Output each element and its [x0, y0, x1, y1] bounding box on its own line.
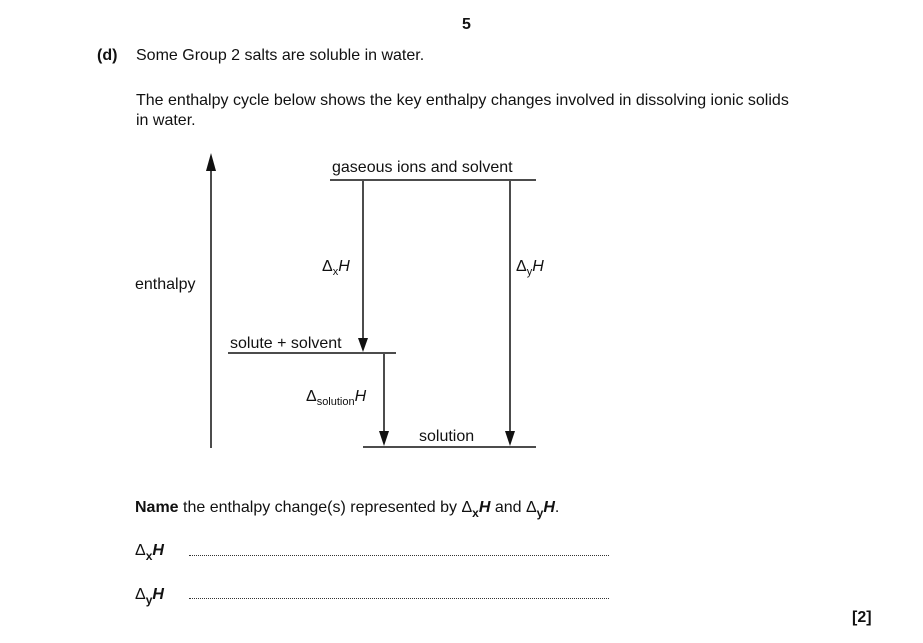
h-symbol: H: [338, 258, 350, 275]
enthalpy-axis-arrowhead: [206, 153, 216, 171]
delta-solution-subscript: solution: [316, 396, 355, 408]
h-symbol: H: [543, 499, 555, 516]
delta-x-h-label: [322, 258, 350, 276]
h-symbol: H: [152, 586, 164, 603]
name-prompt: [135, 499, 560, 520]
question-description-line1: The enthalpy cycle below shows the key enthalpy changes involved in dissolving ionic solids: [136, 92, 789, 109]
prompt-and: and: [494, 499, 522, 516]
level-label-middle: solute + solvent: [230, 335, 342, 352]
arrow-x-head: [358, 338, 368, 352]
page-number: 5: [462, 16, 471, 33]
prompt-text: the enthalpy change(s) represented by: [183, 499, 457, 516]
h-symbol: H: [478, 499, 491, 516]
answer-label-x: [135, 542, 164, 563]
delta-y-subscript: y: [145, 593, 153, 607]
name-command-word: Name: [135, 499, 179, 516]
delta-symbol: Δ: [525, 499, 537, 516]
delta-x-subscript: x: [145, 549, 153, 563]
level-label-bottom: solution: [419, 428, 475, 445]
arrow-y-head: [505, 431, 515, 446]
delta-symbol: Δ: [306, 388, 317, 405]
delta-x-subscript: x: [472, 506, 479, 520]
delta-y-subscript: y: [536, 506, 544, 520]
axis-label-enthalpy: enthalpy: [135, 276, 196, 293]
delta-solution-h-label: [306, 388, 366, 406]
question-description-line2: in water.: [136, 112, 196, 129]
answer-line-x[interactable]: [189, 555, 609, 556]
delta-y-h-label: [516, 258, 544, 276]
level-label-top: gaseous ions and solvent: [332, 159, 513, 176]
delta-y-subscript: y: [526, 266, 533, 278]
h-symbol: H: [354, 388, 367, 405]
h-symbol: H: [152, 542, 164, 559]
answer-line-y[interactable]: [189, 598, 609, 599]
delta-symbol: Δ: [322, 258, 333, 275]
delta-symbol: Δ: [135, 542, 146, 559]
answer-label-y: [135, 586, 164, 607]
prompt-delta-x: [461, 499, 491, 520]
arrow-solution-head: [379, 431, 389, 446]
marks-label: [2]: [852, 609, 872, 626]
delta-symbol: Δ: [461, 499, 473, 516]
prompt-delta-y: [525, 499, 555, 520]
delta-symbol: Δ: [135, 586, 146, 603]
question-label: (d): [97, 47, 118, 64]
prompt-period: .: [554, 499, 560, 516]
h-symbol: H: [532, 258, 544, 275]
delta-symbol: Δ: [516, 258, 527, 275]
delta-x-subscript: x: [332, 266, 339, 278]
question-intro: Some Group 2 salts are soluble in water.: [136, 47, 425, 64]
